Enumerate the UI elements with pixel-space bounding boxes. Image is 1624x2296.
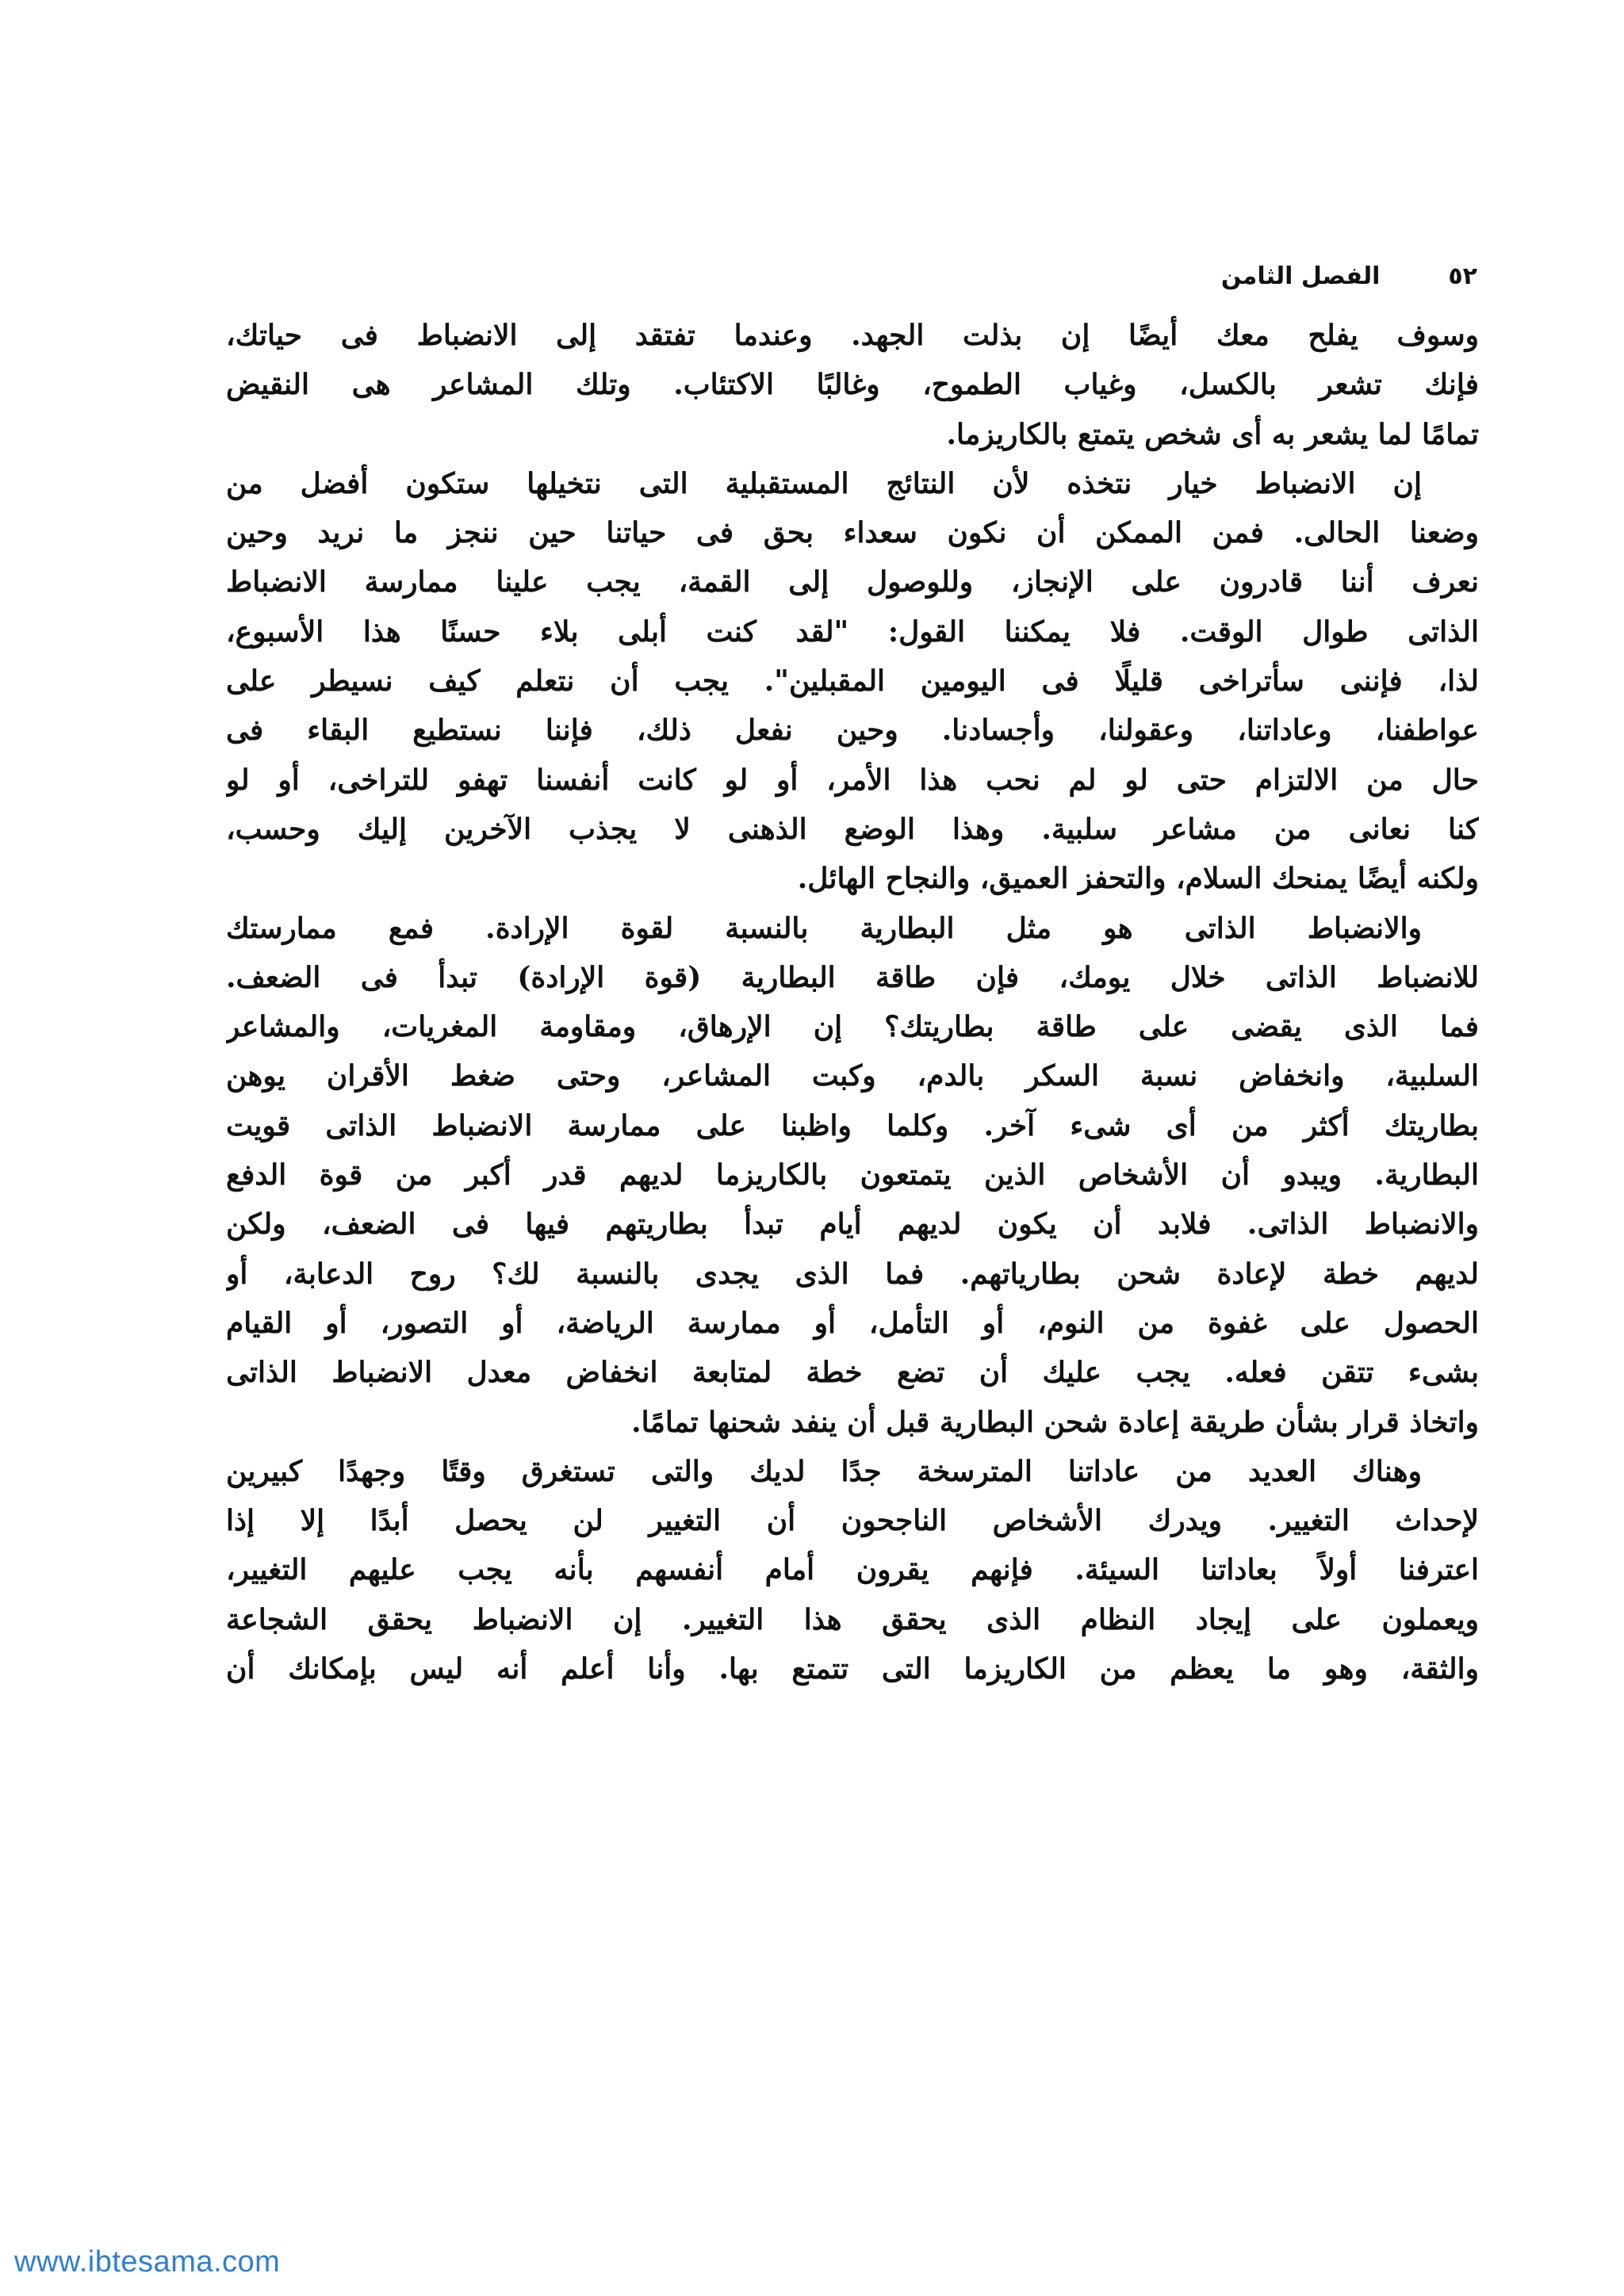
text-line: لإحداث التغيير. ويدرك الأشخاص الناجحون أن التغيير لن يحصل أبدًا إلا إذا <box>226 1504 1479 1538</box>
text-line: ولكنه أيضًا يمنحك السلام، والتحفز العميق، والنجاح الهائل. <box>797 862 1479 896</box>
watermark-url: www.ibtesama.com <box>14 2245 281 2279</box>
text-line: للانضباط الذاتى خلال يومك، فإن طاقة البطارية (قوة الإرادة) تبدأ فى الضعف. <box>226 960 1479 994</box>
text-line: وسوف يفلح معك أيضًا إن بذلت الجهد. وعندما تفتقد إلى الانضباط فى حياتك، <box>226 319 1479 352</box>
text-line: والانضباط الذاتى هو مثل البطارية بالنسبة لقوة الإرادة. فمع ممارستك <box>226 911 1422 945</box>
text-line: فإنك تشعر بالكسل، وغياب الطموح، وغالبًا الاكتئاب. وتلك المشاعر هى النقيض <box>226 368 1479 402</box>
chapter-title: الفصل الثامن <box>1220 262 1381 290</box>
text-line: وهناك العديد من عاداتنا المترسخة جدًا لديك والتى تستغرق وقتًا وجهدًا كبيرين <box>226 1454 1422 1488</box>
text-line: فما الذى يقضى على طاقة بطاريتك؟ إن الإرهاق، ومقاومة المغريات، والمشاعر <box>226 1010 1479 1044</box>
body-text <box>226 311 1479 1693</box>
text-line: بطاريتك أكثر من أى شىء آخر. وكلما واظبنا على ممارسة الانضباط الذاتى قويت <box>226 1108 1479 1142</box>
text-line: بشىء تتقن فعله. يجب عليك أن تضع خطة لمتابعة انخفاض معدل الانضباط الذاتى <box>226 1356 1479 1390</box>
text-line: ويعملون على إيجاد النظام الذى يحقق هذا التغيير. إن الانضباط يحقق الشجاعة <box>226 1602 1479 1636</box>
page-number: ٥٢ <box>1448 262 1477 290</box>
text-line: البطارية. ويبدو أن الأشخاص الذين يتمتعون بالكاريزما لديهم قدر أكبر من قوة الدفع <box>226 1158 1479 1192</box>
text-line: تمامًا لما يشعر به أى شخص يتمتع بالكاريزما. <box>946 417 1479 451</box>
text-line: عواطفنا، وعاداتنا، وعقولنا، وأجسادنا. وحين نفعل ذلك، فإننا نستطيع البقاء فى <box>226 714 1479 748</box>
text-line: السلبية، وانخفاض نسبة السكر بالدم، وكبت المشاعر، وحتى ضغط الأقران يوهن <box>226 1059 1479 1093</box>
text-line: لذا، فإننى سأتراخى قليلًا فى اليومين المقبلين". يجب أن نتعلم كيف نسيطر على <box>226 664 1479 698</box>
text-line: نعرف أننا قادرون على الإنجاز، وللوصول إلى القمة، يجب علينا ممارسة الانضباط <box>226 565 1479 599</box>
text-line: وضعنا الحالى. فمن الممكن أن نكون سعداء بحق فى حياتنا حين ننجز ما نريد وحين <box>226 516 1479 550</box>
text-line: الذاتى طوال الوقت. فلا يمكننا القول: "لقد كنت أبلى بلاء حسنًا هذا الأسبوع، <box>226 614 1479 649</box>
text-line: كنا نعانى من مشاعر سلبية. وهذا الوضع الذهنى لا يجذب الآخرين إليك وحسب، <box>226 812 1479 846</box>
text-line: والانضباط الذاتى. فلابد أن يكون لديهم أيام تبدأ بطاريتهم فيها فى الضعف، ولكن <box>226 1207 1479 1242</box>
text-line: حال من الالتزام حتى لو لم نحب هذا الأمر، أو لو كانت أنفسنا تهفو للتراخى، أو لو <box>226 763 1479 797</box>
page-header <box>1090 252 1477 300</box>
text-line: واتخاذ قرار بشأن طريقة إعادة شحن البطارية قبل أن ينفد شحنها تمامًا. <box>631 1405 1479 1439</box>
text-line: لديهم خطة لإعادة شحن بطارياتهم. فما الذى يجدى بالنسبة لك؟ روح الدعابة، أو <box>226 1257 1479 1291</box>
text-line: إن الانضباط خيار نتخذه لأن النتائج المستقبلية التى نتخيلها ستكون أفضل من <box>226 466 1422 500</box>
text-line: اعترفنا أولاً بعاداتنا السيئة. فإنهم يقرون أمام أنفسهم بأنه يجب عليهم التغيير، <box>226 1553 1479 1587</box>
text-line: والثقة، وهو ما يعظم من الكاريزما التى تتمتع بها. وأنا أعلم أنه ليس بإمكانك أن <box>226 1652 1479 1686</box>
text-line: الحصول على غفوة من النوم، أو التأمل، أو ممارسة الرياضة، أو التصور، أو القيام <box>226 1306 1479 1340</box>
